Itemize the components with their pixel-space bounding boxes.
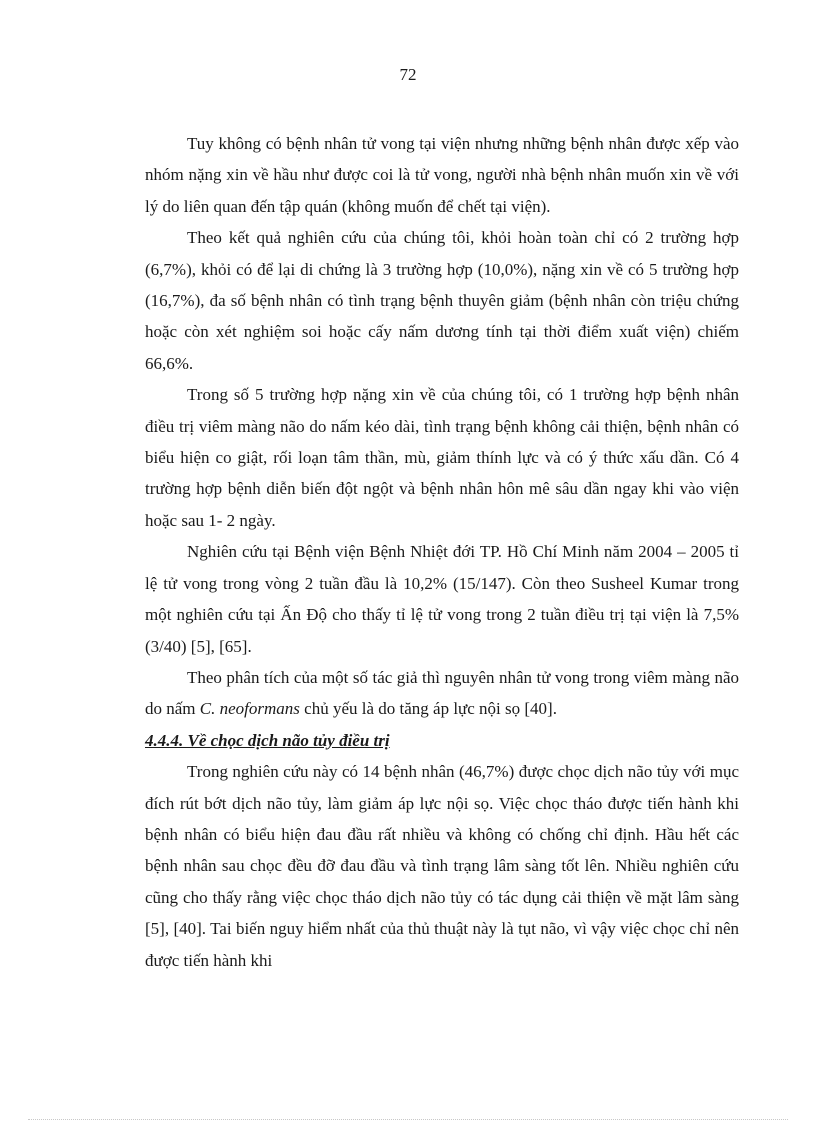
- page-bottom-border: [28, 1119, 788, 1120]
- paragraph-outcome-results: Theo kết quả nghiên cứu của chúng tôi, khỏi hoàn toàn chỉ có 2 trường hợp (6,7%), khỏi có để lại di chứng là 3 trường hợp (10,0%), nặng xin về có 5 trường hợp (16,7%), đa số bệnh nhân có tình trạng bệnh thuyên giảm (bệnh nhân còn triệu chứng hoặc còn xét nghiệm soi hoặc cấy nấm dương tính tại thời điểm xuất viện) chiếm 66,6%.: [145, 228, 739, 373]
- paragraph-mortality-comparison: Nghiên cứu tại Bệnh viện Bệnh Nhiệt đới TP. Hồ Chí Minh năm 2004 – 2005 tỉ lệ tử vong trong vòng 2 tuần đầu là 10,2% (15/147). Còn theo Susheel Kumar trong một nghiên cứu tại Ấn Độ cho thấy tỉ lệ tử vong trong 2 tuần điều trị tại viện là 7,5% (3/40) [5], [65].: [145, 542, 739, 656]
- paragraph-severe-cases: Trong số 5 trường hợp nặng xin về của chúng tôi, có 1 trường hợp bệnh nhân điều trị viêm màng não do nấm kéo dài, tình trạng bệnh không cải thiện, bệnh nhân có biểu hiện co giật, rối loạn tâm thần, mù, giảm thính lực và có ý thức xấu dần. Có 4 trường hợp bệnh diễn biến đột ngột và bệnh nhân hôn mê sâu dần ngay khi vào viện hoặc sau 1- 2 ngày.: [145, 385, 739, 530]
- paragraph-lumbar-puncture: Trong nghiên cứu này có 14 bệnh nhân (46,7%) được chọc dịch não tủy với mục đích rút bớt dịch não tủy, làm giảm áp lực nội sọ. Việc chọc tháo được tiến hành khi bệnh nhân có biểu hiện đau đầu rất nhiều và không có chống chỉ định. Hầu hết các bệnh nhân sau chọc đều đỡ đau đầu và tình trạng lâm sàng tốt lên. Nhiều nghiên cứu cũng cho thấy rằng việc chọc tháo dịch não tủy có tác dụng cải thiện về mặt lâm sàng [5], [40]. Tai biến nguy hiểm nhất của thủ thuật này là tụt não, vì vậy việc chọc chỉ nên được tiến hành khi: [145, 762, 739, 970]
- page-number: 72: [399, 65, 417, 84]
- section-heading: 4.4.4. Về chọc dịch não tủy điều trị: [145, 730, 390, 750]
- cause-text-after: chủ yếu là do tăng áp lực nội sọ [40].: [299, 699, 557, 719]
- species-name: C. neoformans: [199, 699, 300, 719]
- paragraph-cause-of-death: [145, 662, 739, 725]
- cause-text-before: Theo phân tích của một số tác giả thì nguyên nhân tử vong trong viêm màng não do nấm: [145, 667, 739, 719]
- document-body: [145, 128, 739, 976]
- paragraph-outcome-death: Tuy không có bệnh nhân tử vong tại viện nhưng những bệnh nhân được xếp vào nhóm nặng xin về hầu như được coi là tử vong, người nhà bệnh nhân muốn xin về với lý do liên quan đến tập quán (không muốn để chết tại viện).: [145, 134, 739, 216]
